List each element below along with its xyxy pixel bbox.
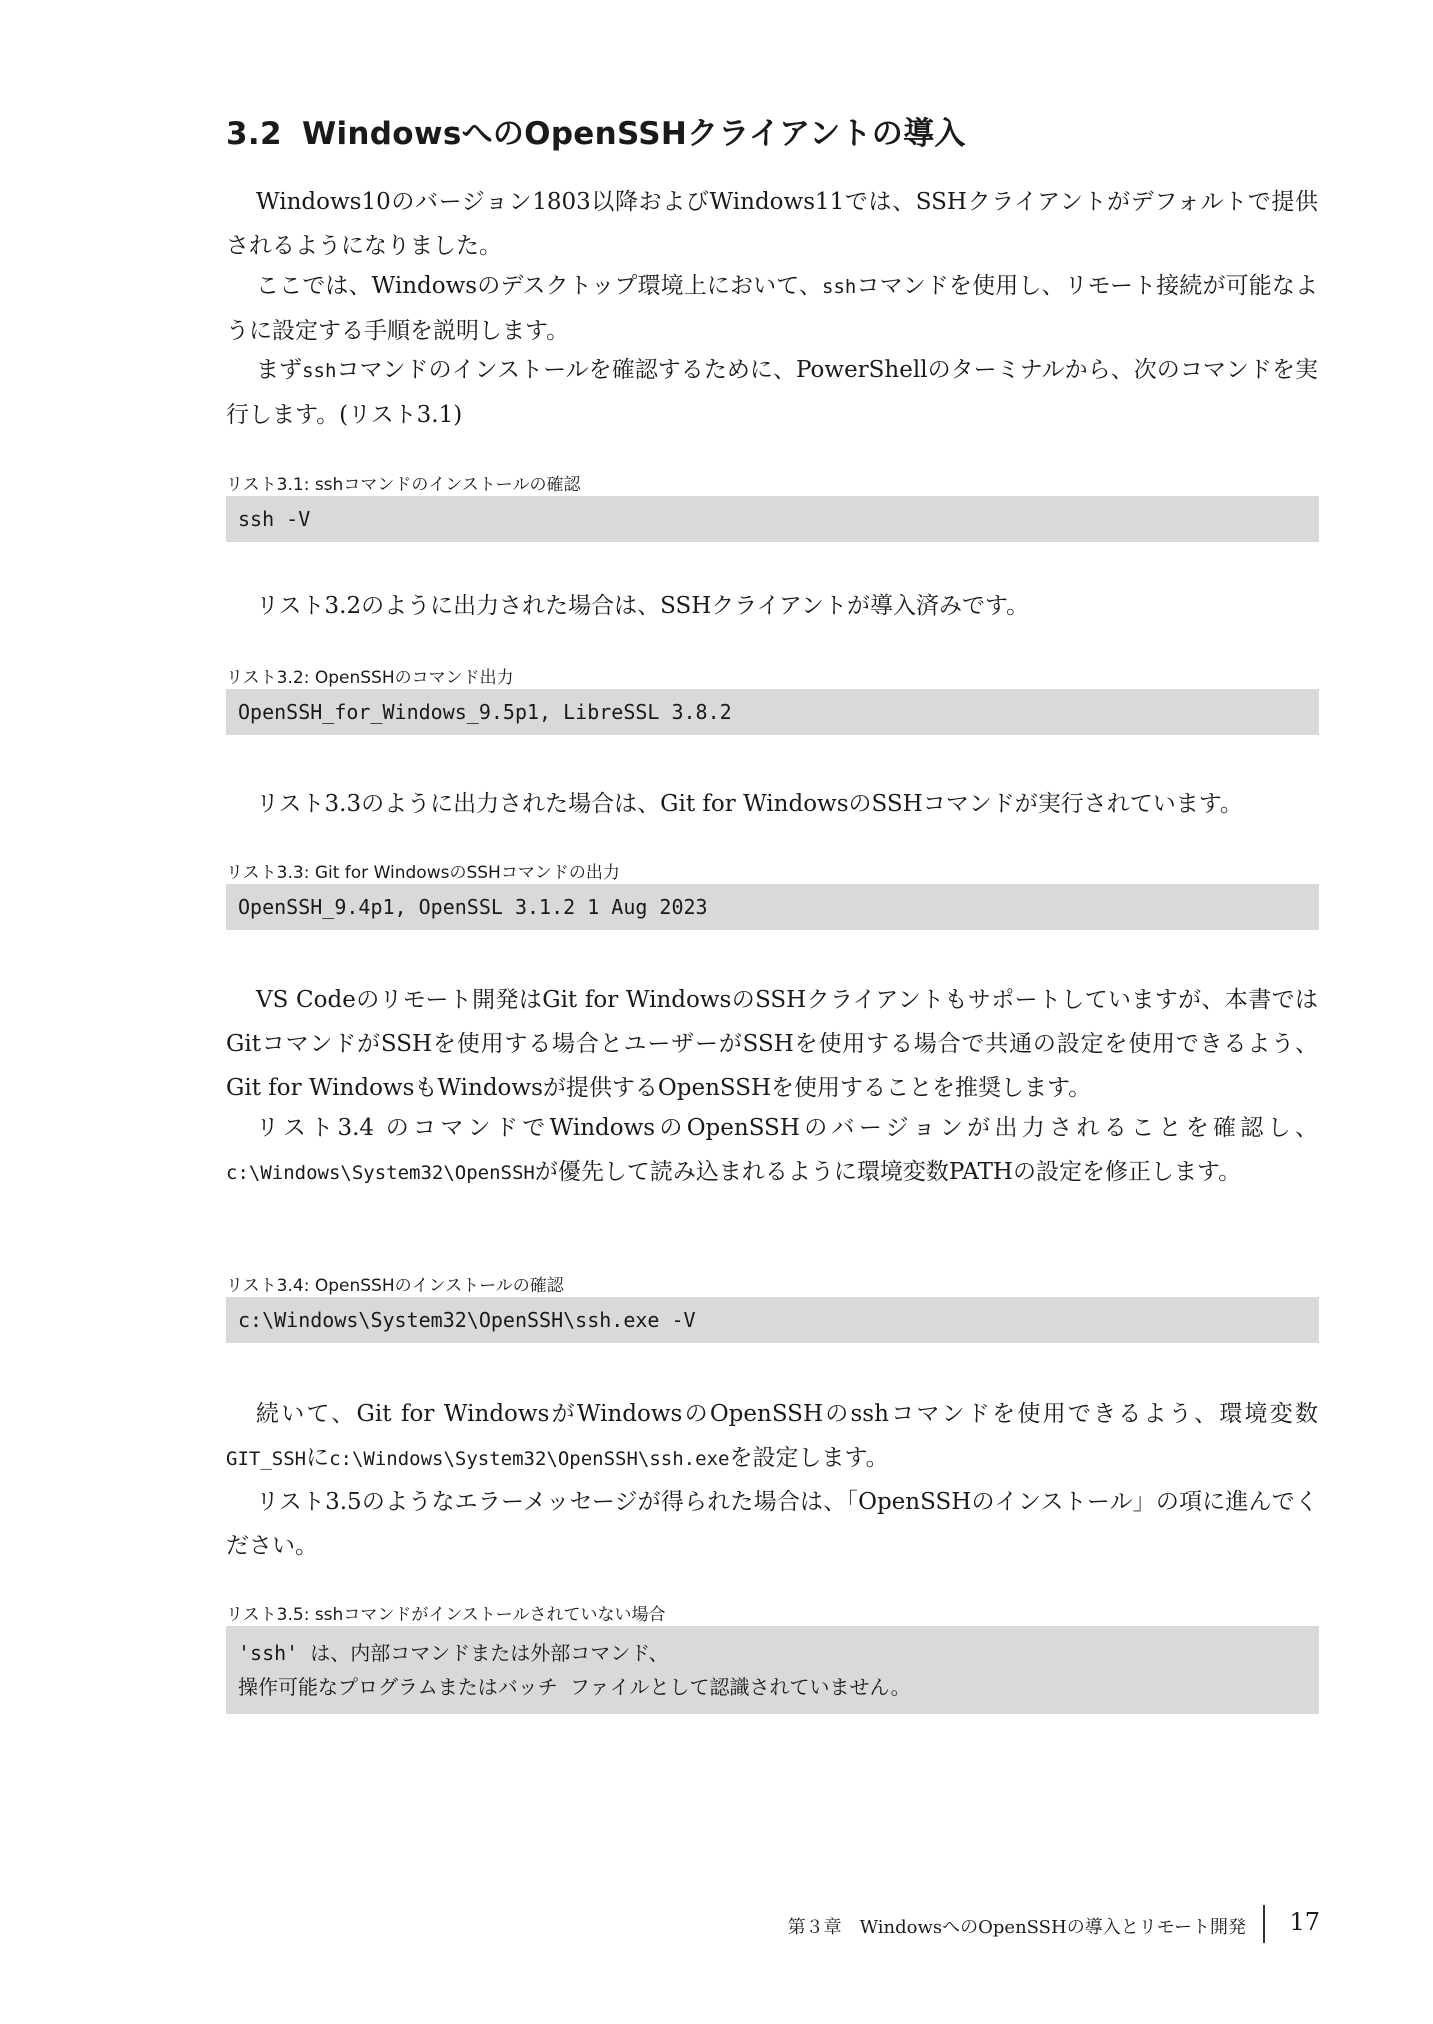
code-block bbox=[226, 689, 1319, 735]
inline-code: GIT_SSH bbox=[226, 1448, 307, 1470]
page-footer bbox=[760, 1905, 1320, 1945]
listing-caption: リスト3.1: sshコマンドのインストールの確認 bbox=[226, 475, 581, 495]
paragraph bbox=[226, 1392, 1318, 1481]
section-title-text: WindowsへのOpenSSHクライアントの導入 bbox=[302, 116, 966, 152]
inline-code: ssh bbox=[302, 360, 337, 382]
text: 続いて、Git for WindowsがWindowsのOpenSSHのsshコマンドを使用できるよう、環境変数 bbox=[256, 1401, 1318, 1427]
paragraph: VS Codeのリモート開発はGit for WindowsのSSHクライアントもサポートしていますが、本書ではGitコマンドがSSHを使用する場合とユーザーがSSHを使用する場合で共通の設定を使用できるよう、Git for WindowsもWindowsが提供するOpenSSHを使用することを推奨します。 bbox=[226, 987, 1318, 1101]
text: コマンドを使用し、リモート接続が可能なように設定する手順を説明します。 bbox=[226, 273, 1318, 344]
listing-caption: リスト3.5: sshコマンドがインストールされていない場合 bbox=[226, 1605, 666, 1625]
code-line: ssh -V bbox=[238, 507, 311, 531]
paragraph: リスト3.5のようなエラーメッセージが得られた場合は、「OpenSSHのインストール」の項に進んでください。 bbox=[226, 1489, 1318, 1559]
footer-divider bbox=[1263, 1905, 1265, 1943]
code-block bbox=[226, 496, 1319, 542]
code-line: 操作可能なプログラムまたはバッチ ファイルとして認識されていません。 bbox=[238, 1675, 911, 1699]
paragraph-intro-3 bbox=[226, 348, 1318, 437]
page-number: 17 bbox=[1289, 1908, 1320, 1936]
paragraph bbox=[226, 1106, 1318, 1195]
text: ここでは、Windowsのデスクトップ環境上において、 bbox=[256, 273, 823, 299]
text: に bbox=[306, 1445, 330, 1471]
text: を設定します。 bbox=[729, 1445, 889, 1471]
inline-code: c:\Windows\System32\OpenSSH bbox=[226, 1162, 535, 1184]
code-block bbox=[226, 884, 1319, 930]
paragraph-intro-2 bbox=[226, 264, 1318, 353]
paragraph: リスト3.2のように出力された場合は、SSHクライアントが導入済みです。 bbox=[256, 593, 1030, 619]
section-number: 3.2 bbox=[226, 116, 282, 152]
listing-caption: リスト3.3: Git for WindowsのSSHコマンドの出力 bbox=[226, 863, 620, 883]
text: リスト3.4 のコマンドでWindowsのOpenSSHのバージョンが出力されることを確認し、 bbox=[256, 1115, 1318, 1141]
code-line: c:\Windows\System32\OpenSSH\ssh.exe -V bbox=[238, 1308, 696, 1332]
paragraph: リスト3.3のように出力された場合は、Git for WindowsのSSHコマンドが実行されています。 bbox=[256, 791, 1243, 817]
code-block bbox=[226, 1626, 1319, 1714]
listing-caption: リスト3.4: OpenSSHのインストールの確認 bbox=[226, 1276, 564, 1296]
code-line: OpenSSH_for_Windows_9.5p1, LibreSSL 3.8.2 bbox=[238, 700, 732, 724]
code-line: 'ssh' は、内部コマンドまたは外部コマンド、 bbox=[238, 1641, 669, 1665]
inline-code: ssh bbox=[822, 276, 857, 298]
code-line: OpenSSH_9.4p1, OpenSSL 3.1.2 1 Aug 2023 bbox=[238, 895, 708, 919]
code-block bbox=[226, 1297, 1319, 1343]
listing-caption: リスト3.2: OpenSSHのコマンド出力 bbox=[226, 668, 514, 688]
text: が優先して読み込まれるように環境変数PATHの設定を修正します。 bbox=[534, 1159, 1242, 1185]
section-heading bbox=[226, 108, 966, 153]
text: まず bbox=[256, 357, 303, 383]
inline-code: c:\Windows\System32\OpenSSH\ssh.exe bbox=[329, 1448, 730, 1470]
paragraph-intro-1: Windows10のバージョン1803以降およびWindows11では、SSHクライアントがデフォルトで提供されるようになりました。 bbox=[226, 189, 1318, 259]
running-header: 第３章 WindowsへのOpenSSHの導入とリモート開発 bbox=[787, 1917, 1246, 1938]
text: コマンドのインストールを確認するために、PowerShellのターミナルから、次のコマンドを実行します。(リスト3.1) bbox=[226, 357, 1319, 428]
